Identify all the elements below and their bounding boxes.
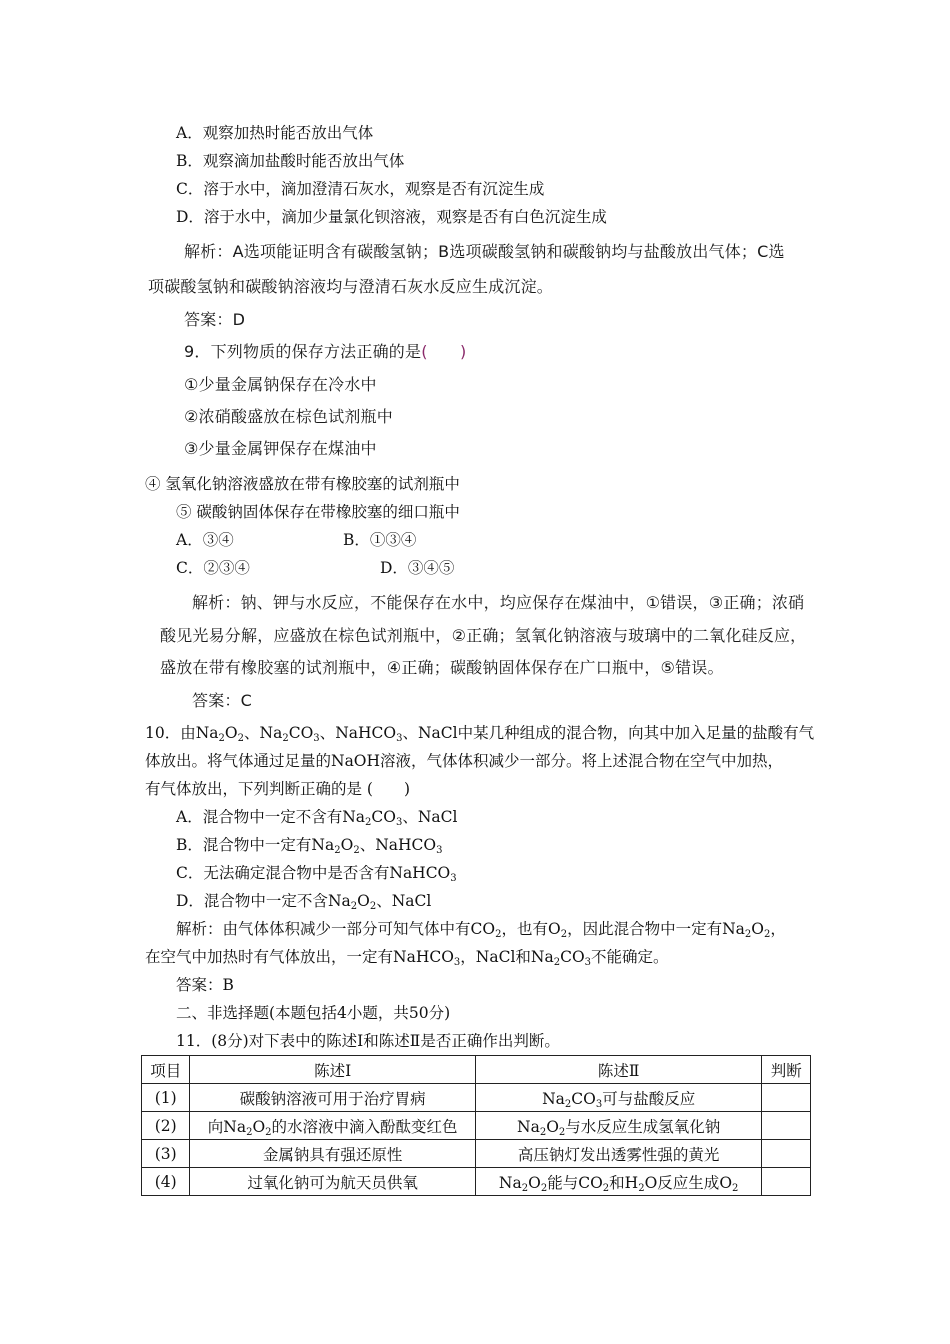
row-id: (3)	[142, 1140, 190, 1168]
q9-stem-text: 9．下列物质的保存方法正确的是	[184, 342, 422, 361]
formula-nahco3: NaHCO$_3$	[393, 948, 461, 968]
formula-na2o2: $Na_2O_2$	[722, 920, 771, 940]
q10-answer: 答案：B	[176, 976, 234, 994]
q9-stem	[184, 342, 466, 362]
formula-co2: $CO_2$	[578, 1173, 610, 1194]
formula-na2o2: $Na_2O_2$	[327, 892, 377, 912]
formula-na2o2: $Na_2O_2$	[195, 724, 245, 744]
section-title: 二、非选择题(本题包括4小题，共50分)	[176, 1004, 451, 1022]
table-header-row	[142, 1056, 811, 1084]
q9-answer: 答案：C	[192, 691, 252, 710]
formula-o2: $O_2$	[719, 1173, 739, 1194]
q10-option-a: A．混合物中一定不含有$Na_2CO_3$、NaCl	[176, 808, 458, 828]
q10-option-d: D．混合物中一定不含$Na_2O_2$、NaCl	[176, 892, 432, 912]
q8-option-b: B．观察滴加盐酸时能否放出气体	[176, 152, 405, 170]
row-judgement-cell[interactable]	[762, 1112, 811, 1140]
q8-option-d: D．溶于水中，滴加少量氯化钡溶液，观察是否有白色沉淀生成	[176, 208, 607, 226]
row-statement-1: 向$Na_2O_2$的水溶液中滴入酚酞变红色	[190, 1112, 475, 1140]
formula-h2o: $H_2O$	[624, 1173, 658, 1194]
row-id: (4)	[142, 1168, 190, 1196]
q9-option-d: D．③④⑤	[380, 559, 455, 577]
formula-na2o2: $Na_2O_2$	[498, 1173, 548, 1194]
row-statement-2: $Na_2CO_3$可与盐酸反应	[475, 1084, 762, 1112]
row-statement-2: $Na_2O_2$与水反应生成氢氧化钠	[475, 1112, 762, 1140]
q9-item-3: ③少量金属钾保存在煤油中	[184, 439, 377, 458]
formula-nahco3: NaHCO$_3$	[335, 724, 403, 744]
q9-analysis-line2: 酸见光易分解，应盛放在棕色试剂瓶中，②正确；氢氧化钠溶液与玻璃中的二氧化硅反应，	[160, 626, 807, 645]
header-statement-2: 陈述Ⅱ	[475, 1056, 762, 1084]
q8-answer: 答案：D	[184, 310, 246, 329]
q9-option-b: B．①③④	[343, 531, 417, 549]
q11-stem: 11．(8分)对下表中的陈述Ⅰ和陈述Ⅱ是否正确作出判断。	[176, 1032, 560, 1050]
row-statement-1: 金属钠具有强还原性	[190, 1140, 475, 1168]
formula-na2co3: $Na_2CO_3$	[259, 724, 320, 744]
table-row	[142, 1168, 811, 1196]
q10-option-c: C．无法确定混合物中是否含有NaHCO$_3$	[176, 864, 457, 884]
row-statement-1: 碳酸钠溶液可用于治疗胃病	[190, 1084, 475, 1112]
row-id: (2)	[142, 1112, 190, 1140]
header-statement-1: 陈述Ⅰ	[190, 1056, 475, 1084]
header-judgement: 判断	[762, 1056, 811, 1084]
q9-option-a: A．③④	[176, 531, 234, 549]
formula-na2co3: $Na_2CO_3$	[342, 808, 403, 828]
q10-number: 10．由	[145, 724, 196, 742]
q10-analysis-line2: 在空气中加热时有气体放出，一定有NaHCO$_3$，NaCl和$Na_2CO_3$不能确定。	[145, 948, 669, 968]
formula-na2o2: $Na_2O_2$	[517, 1117, 566, 1138]
judgement-table	[141, 1055, 811, 1196]
formula-na2o2: $Na_2O_2$	[223, 1117, 272, 1138]
formula-o2: $O_2$	[547, 920, 568, 940]
q10-stem-line2: 体放出。将气体通过足量的NaOH溶液，气体体积减少一部分。将上述混合物在空气中加热，	[145, 752, 784, 770]
formula-na2co3: $Na_2CO_3$	[530, 948, 592, 968]
q9-analysis-line1: 解析：钠、钾与水反应，不能保存在水中，均应保存在煤油中，①错误，③正确；浓硝	[192, 593, 805, 612]
row-judgement-cell[interactable]	[762, 1168, 811, 1196]
q9-answer-paren: ( )	[421, 342, 467, 361]
row-id: (1)	[142, 1084, 190, 1112]
q10-stem-line3: 有气体放出，下列判断正确的是 ( )	[145, 780, 411, 798]
formula-na2o2: $Na_2O_2$	[311, 836, 360, 856]
q8-analysis-line1: 解析：A选项能证明含有碳酸氢钠；B选项碳酸氢钠和碳酸钠均与盐酸放出气体；C选	[184, 242, 785, 261]
row-statement-2: $Na_2O_2$能与$CO_2$和$H_2O$反应生成$O_2$	[475, 1168, 762, 1196]
q9-item-2: ②浓硝酸盛放在棕色试剂瓶中	[184, 407, 393, 426]
q10-option-b: B．混合物中一定有$Na_2O_2$、NaHCO$_3$	[176, 836, 443, 856]
q8-option-c: C．溶于水中，滴加澄清石灰水，观察是否有沉淀生成	[176, 180, 545, 198]
q9-analysis-line3: 盛放在带有橡胶塞的试剂瓶中，④正确；碳酸钠固体保存在广口瓶中，⑤错误。	[160, 658, 724, 677]
row-judgement-cell[interactable]	[762, 1140, 811, 1168]
q8-option-a: A．观察加热时能否放出气体	[176, 124, 374, 142]
q9-item-5: ⑤ 碳酸钠固体保存在带橡胶塞的细口瓶中	[176, 503, 460, 521]
q9-item-1: ①少量金属钠保存在冷水中	[184, 375, 377, 394]
header-item: 项目	[142, 1056, 190, 1084]
formula-nahco3: NaHCO$_3$	[389, 864, 457, 884]
table-row	[142, 1084, 811, 1112]
formula-nahco3: NaHCO$_3$	[375, 836, 443, 856]
table-row	[142, 1140, 811, 1168]
row-statement-2: 高压钠灯发出透雾性强的黄光	[475, 1140, 762, 1168]
q9-item-4: ④ 氢氧化钠溶液盛放在带有橡胶塞的试剂瓶中	[145, 475, 460, 493]
q10-stem-line1: 10．由$Na_2O_2$、$Na_2CO_3$、NaHCO$_3$、NaCl中某几种组成的混合物，向其中加入足量的盐酸有气	[145, 724, 815, 744]
q9-option-c: C．②③④	[176, 559, 250, 577]
row-statement-1: 过氧化钠可为航天员供氧	[190, 1168, 475, 1196]
formula-na2co3: $Na_2CO_3$	[542, 1089, 603, 1110]
q8-analysis-line2: 项碳酸氢钠和碳酸钠溶液均与澄清石灰水反应生成沉淀。	[148, 277, 554, 296]
formula-co2: $CO_2$	[470, 920, 502, 940]
q10-analysis-line1: 解析：由气体体积减少一部分可知气体中有$CO_2$，也有$O_2$，因此混合物中一定有$Na_2O_2$，	[176, 920, 786, 940]
row-judgement-cell[interactable]	[762, 1084, 811, 1112]
table-row	[142, 1112, 811, 1140]
